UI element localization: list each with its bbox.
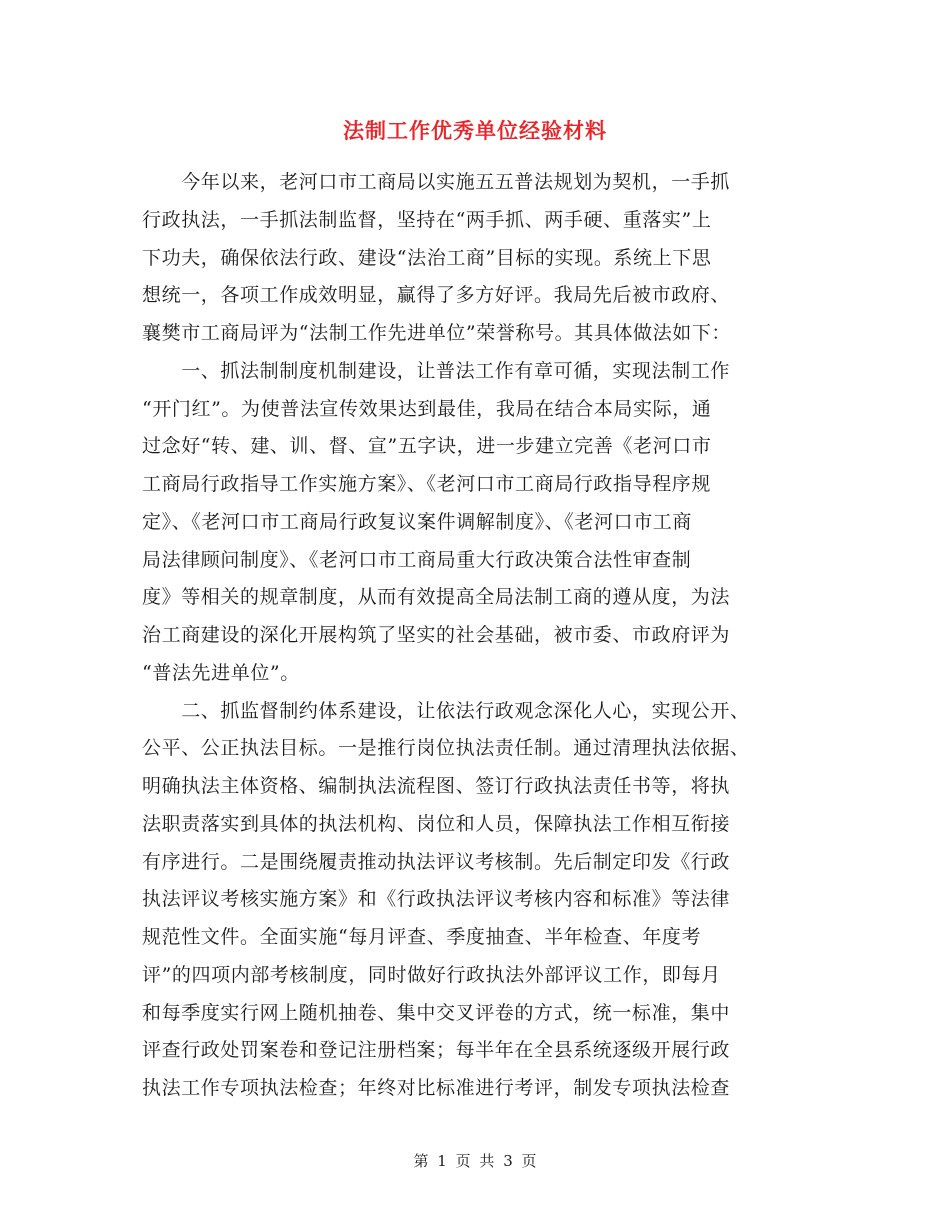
footer-total-pages: 3 <box>503 1152 513 1170</box>
footer-suffix: 页 <box>521 1152 537 1170</box>
footer-current-page: 1 <box>437 1152 447 1170</box>
body-line: 定》、《老河口市工商局行政复议案件调解制度》、《老河口市工商 <box>142 510 693 533</box>
body-line: 法职责落实到具体的执法机构、岗位和人员，保障执法工作相互衔接 <box>142 812 731 835</box>
body-line: 工商局行政指导工作实施方案》、《老河口市工商局行政指导程序规 <box>142 473 712 495</box>
footer-prefix: 第 <box>413 1152 429 1170</box>
body-line: 执法工作专项执法检查；年终对比标准进行考评，制发专项执法检查 <box>142 1077 731 1099</box>
body-line: 规范性文件。全面实施“每月评查、季度抽查、半年检查、年度考 <box>142 926 702 948</box>
body-line: 局法律顾问制度》、《老河口市工商局重大行政决策合法性审查制 <box>142 548 692 571</box>
body-line: 治工商建设的深化开展构筑了坚实的社会基础，被市委、市政府评为 <box>142 624 731 646</box>
body-line: 今年以来，老河口市工商局以实施五五普法规划为契机，一手抓 <box>142 171 731 193</box>
document-title: 法制工作优秀单位经验材料 <box>343 118 607 143</box>
body-line: 二、抓监督制约体系建设，让依法行政观念深化人心，实现公开、 <box>142 699 750 722</box>
document-body <box>142 164 810 1108</box>
body-line: 公平、公正执法目标。一是推行岗位执法责任制。通过清理执法依据、 <box>142 737 750 760</box>
body-line: 襄樊市工商局评为“法制工作先进单位”荣誉称号。其具体做法如下： <box>142 322 732 344</box>
body-line: 和每季度实行网上随机抽卷、集中交叉评卷的方式，统一标准，集中 <box>142 1001 731 1024</box>
body-line: “开门红”。为使普法宣传效果达到最佳，我局在结合本局实际，通 <box>142 397 712 420</box>
body-line: 度》等相关的规章制度，从而有效提高全局法制工商的遵从度，为法 <box>142 586 731 609</box>
body-line: 过念好“转、建、训、督、宣”五字诀，进一步建立完善《老河口市 <box>142 435 712 458</box>
page-footer <box>0 1150 950 1172</box>
body-line: 下功夫，确保依法行政、建设“法治工商”目标的实现。系统上下思 <box>142 246 712 269</box>
body-line: 一、抓法制制度机制建设，让普法工作有章可循，实现法制工作 <box>142 359 731 382</box>
body-line: 想统一，各项工作成效明显，赢得了多方好评。我局先后被市政府、 <box>142 284 731 307</box>
footer-page-word: 页 <box>455 1152 471 1170</box>
body-line: 明确执法主体资格、编制执法流程图、签订行政执法责任书等，将执 <box>142 775 731 797</box>
body-line: 有序进行。二是围绕履责推动执法评议考核制。先后制定印发《行政 <box>142 850 731 873</box>
body-line: “普法先进单位”。 <box>142 661 300 684</box>
body-line: 评查行政处罚案卷和登记注册档案；每半年在全县系统逐级开展行政 <box>142 1039 731 1062</box>
body-line: 评”的四项内部考核制度，同时做好行政执法外部评议工作，即每月 <box>142 963 721 986</box>
body-line: 行政执法，一手抓法制监督，坚持在“两手抓、两手硬、重落实”上 <box>142 208 712 231</box>
body-line: 执法评议考核实施方案》和《行政执法评议考核内容和标准》等法律 <box>142 888 731 911</box>
footer-total-prefix: 共 <box>479 1152 495 1170</box>
